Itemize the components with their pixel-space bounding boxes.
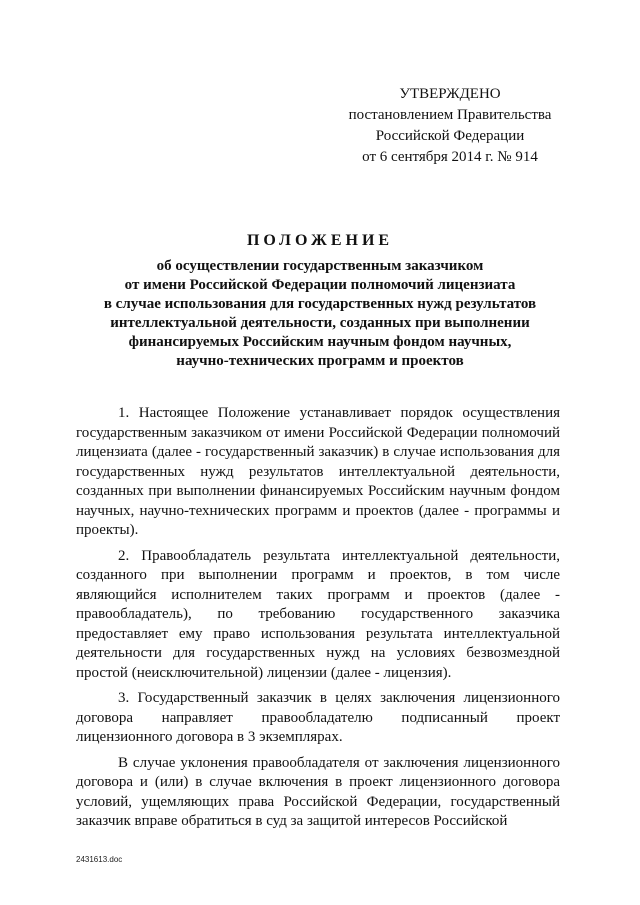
approval-line-2: Российской Федерации [375,128,525,144]
file-name-footer: 2431613.doc [76,855,123,864]
paragraph-1: 1. Настоящее Положение устанавливает порядок осуществления государственным заказчиком от имени Российской Федерации полномочий лицензиата (далее - государственный заказчик) в случае использования для государственных нужд результатов интеллектуальной деятельности, созданных при выполнении финансируемых Российским научным фондом научных, научно-технических программ и проектов (далее - программы и проекты). [76,405,560,538]
document-title: ПОЛОЖЕНИЕ [246,232,394,249]
subtitle-line: интеллектуальной деятельности, созданных при выполнении [110,315,530,331]
subtitle-line: финансируемых Российским научным фондом научных, [128,334,512,350]
approval-line-3: от 6 сентября 2014 г. № 914 [362,149,538,165]
approval-heading: УТВЕРЖДЕНО [399,86,501,102]
document-body [76,404,560,838]
subtitle-line: в случае использования для государственных нужд результатов [103,296,537,312]
subtitle-line: от имени Российской Федерации полномочий лицензиата [124,277,516,293]
paragraph-4: В случае уклонения правообладателя от заключения лицензионного договора и (или) в случае включения в проект лицензионного договора условий, ущемляющих права Российской Федерации, государственный заказчик вправе обратиться в суд за защитой интересов Российской [76,754,560,829]
approval-line-1: постановлением Правительства [348,107,552,123]
approval-stamp [330,84,570,168]
subtitle-line: об осуществлении государственным заказчиком [156,258,484,274]
document-subtitle [60,257,580,371]
paragraph-2: 2. Правообладатель результата интеллектуальной деятельности, созданного при выполнении программ и проектов, в том числе являющийся исполнителем таких программ и проектов (далее - правообладатель), по требованию государственного заказчика предоставляет ему право использования результата интеллектуальной деятельности для государственных нужд на условиях безвозмездной простой (неисключительной) лицензии (далее - лицензия). [76,547,560,681]
paragraph-3: 3. Государственный заказчик в целях заключения лицензионного договора направляет правообладателю подписанный проект лицензионного договора в 3 экземплярах. [76,690,560,745]
subtitle-line: научно-технических программ и проектов [176,353,464,369]
